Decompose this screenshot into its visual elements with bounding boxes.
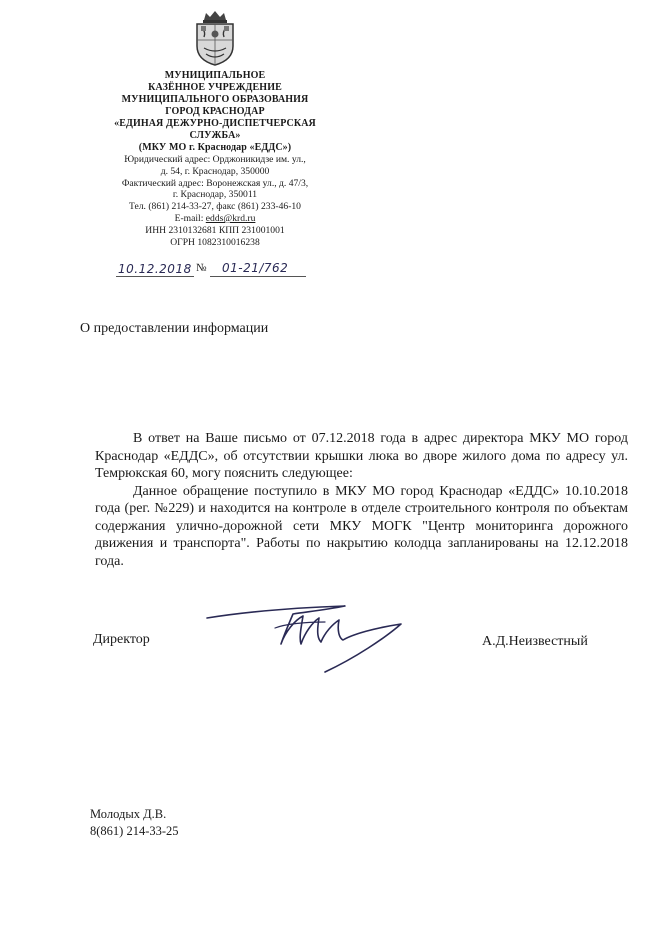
inn-kpp: ИНН 2310132681 КПП 231001001 [145,224,285,236]
registration-date: 10.12.2018 [118,262,192,276]
executor-block [90,806,179,840]
signature-image [205,598,405,678]
number-sign: № [196,262,207,274]
executor-name: Молодых Д.В. [90,807,167,821]
registration-number: 01-21/762 [222,261,289,275]
signer-position: Директор [93,632,150,647]
org-name-line: МУНИЦИПАЛЬНОЕ [164,70,266,81]
signer-name: А.Д.Неизвестный [482,634,588,649]
org-name-line: ГОРОД КРАСНОДАР [165,106,265,117]
actual-address: Фактический адрес: Воронежская ул., д. 47/3, [121,177,309,189]
legal-address: д. 54, г. Краснодар, 350000 [160,165,270,177]
org-name-line: КАЗЁННОЕ УЧРЕЖДЕНИЕ [148,82,282,93]
ogrn: ОГРН 1082310016238 [170,236,260,248]
org-name-line: (МКУ МО г. Краснодар «ЕДДС») [138,142,292,153]
org-name-line: МУНИЦИПАЛЬНОГО ОБРАЗОВАНИЯ [121,94,309,105]
body-paragraph: Данное обращение поступило в МКУ МО город Краснодар «ЕДДС» 10.10.2018 года (рег. №229) и находится на контроле в отделе строительного контроля по объектам содержания улично-дорожной сети МКУ МОГК "Центр мониторинга дорожного движения и транспорта". Работы по накрытию колодца запланированы на 12.12.2018 года. [95,483,628,569]
sender-header [95,70,335,248]
letter-subject: О предоставлении информации [80,321,269,336]
org-name-line: СЛУЖБА» [189,130,241,141]
email-line [95,213,335,225]
org-name-line: «ЕДИНАЯ ДЕЖУРНО-ДИСПЕТЧЕРСКАЯ [114,118,316,129]
letter-body [95,430,628,570]
email-label: E-mail: [174,212,206,224]
executor-phone: 8(861) 214-33-25 [90,824,179,838]
number-underline [210,276,306,277]
date-underline [116,276,194,277]
phone-fax: Тел. (861) 214-33-27, факс (861) 233-46-10 [129,201,301,213]
body-paragraph: В ответ на Ваше письмо от 07.12.2018 года в адрес директора МКУ МО город Краснодар «ЕДДС», об отсутствии крышки люка во дворе жилого дома по адресу ул. Темрюкская 60, могу пояснить следующее: [95,431,628,481]
legal-address: Юридический адрес: Орджоникидзе им. ул., [124,154,306,165]
registration-line [110,260,310,282]
actual-address: г. Краснодар, 350011 [172,189,258,201]
coat-of-arms-icon [192,10,238,66]
email-link[interactable]: edds@krd.ru [205,212,256,224]
